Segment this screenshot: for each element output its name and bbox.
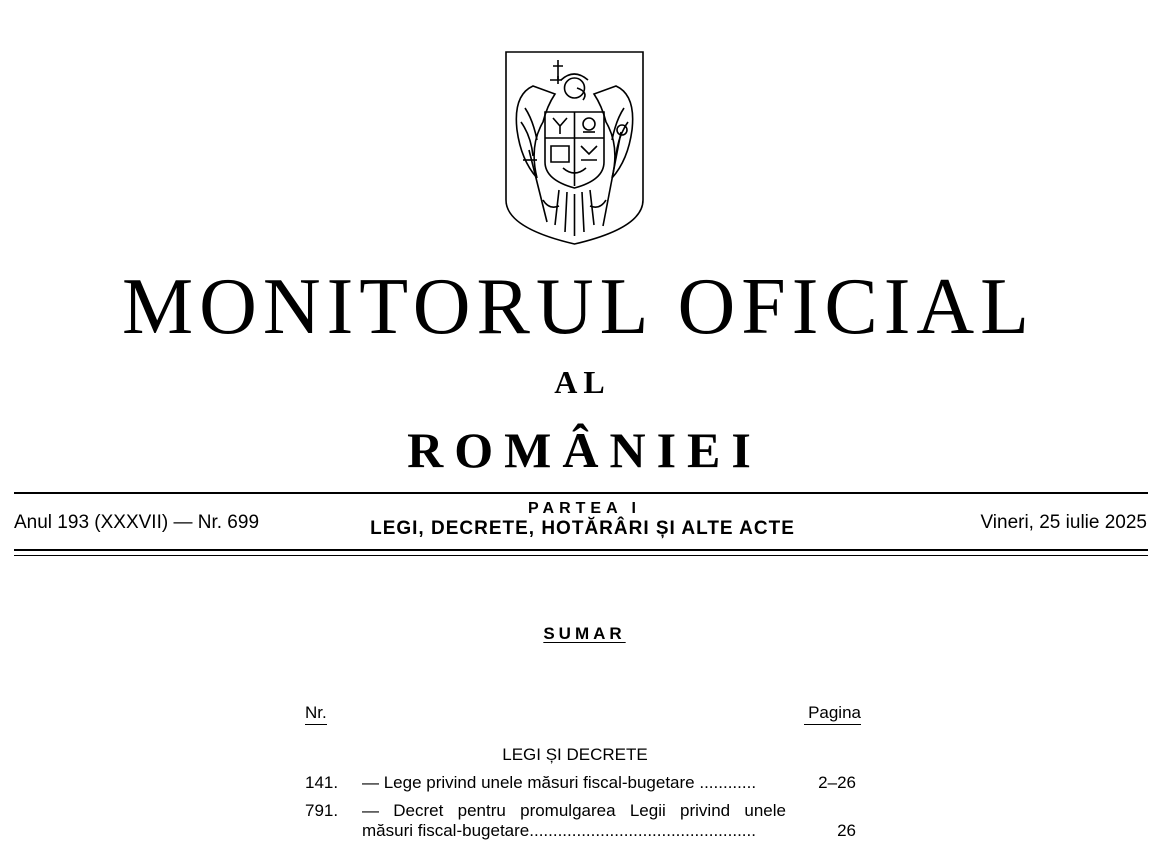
- toc-entry[interactable]: [305, 801, 861, 843]
- entry-text: [362, 773, 786, 793]
- entry-leader-dots: ................................................: [529, 821, 756, 840]
- entry-page: 2–26: [818, 773, 856, 792]
- publication-title: MONITORUL OFICIAL: [121, 263, 1036, 351]
- entry-leader-dots: ............: [699, 773, 757, 792]
- summary-heading: [0, 624, 1165, 644]
- entry-title-line1: — Decret pentru promulgarea Legii privind unele: [362, 801, 786, 820]
- part-title: PARTEA I: [528, 500, 641, 517]
- entry-title-line2: [362, 821, 786, 841]
- entry-title-line2-text: măsuri fiscal-bugetare: [362, 821, 530, 840]
- publication-title-line2: AL: [554, 364, 611, 400]
- publication-title-line3: ROMÂNIEI: [407, 422, 762, 478]
- column-header-page: Pagina: [804, 703, 861, 725]
- column-header-nr: Nr.: [305, 703, 327, 725]
- header-top-rule: [14, 492, 1148, 494]
- issue-date: Vineri, 25 iulie 2025: [980, 512, 1147, 533]
- entry-title: — Lege privind unele măsuri fiscal-bugetare: [362, 773, 695, 792]
- entry-number: 791.: [305, 801, 339, 820]
- summary-title: SUMAR: [543, 624, 626, 643]
- part-subtitle: LEGI, DECRETE, HOTĂRÂRI ȘI ALTE ACTE: [370, 518, 795, 539]
- toc-entry[interactable]: [305, 773, 861, 795]
- header-bottom-rule-thin: [14, 555, 1148, 556]
- section-heading: LEGI ȘI DECRETE: [502, 745, 648, 764]
- entry-text: [362, 801, 786, 841]
- entry-number: 141.: [305, 773, 339, 792]
- header-bottom-rule-thick: [14, 549, 1148, 551]
- issue-number: Anul 193 (XXXVII) — Nr. 699: [14, 512, 260, 533]
- entry-page: 26: [837, 821, 856, 840]
- coat-of-arms-emblem: [503, 50, 646, 246]
